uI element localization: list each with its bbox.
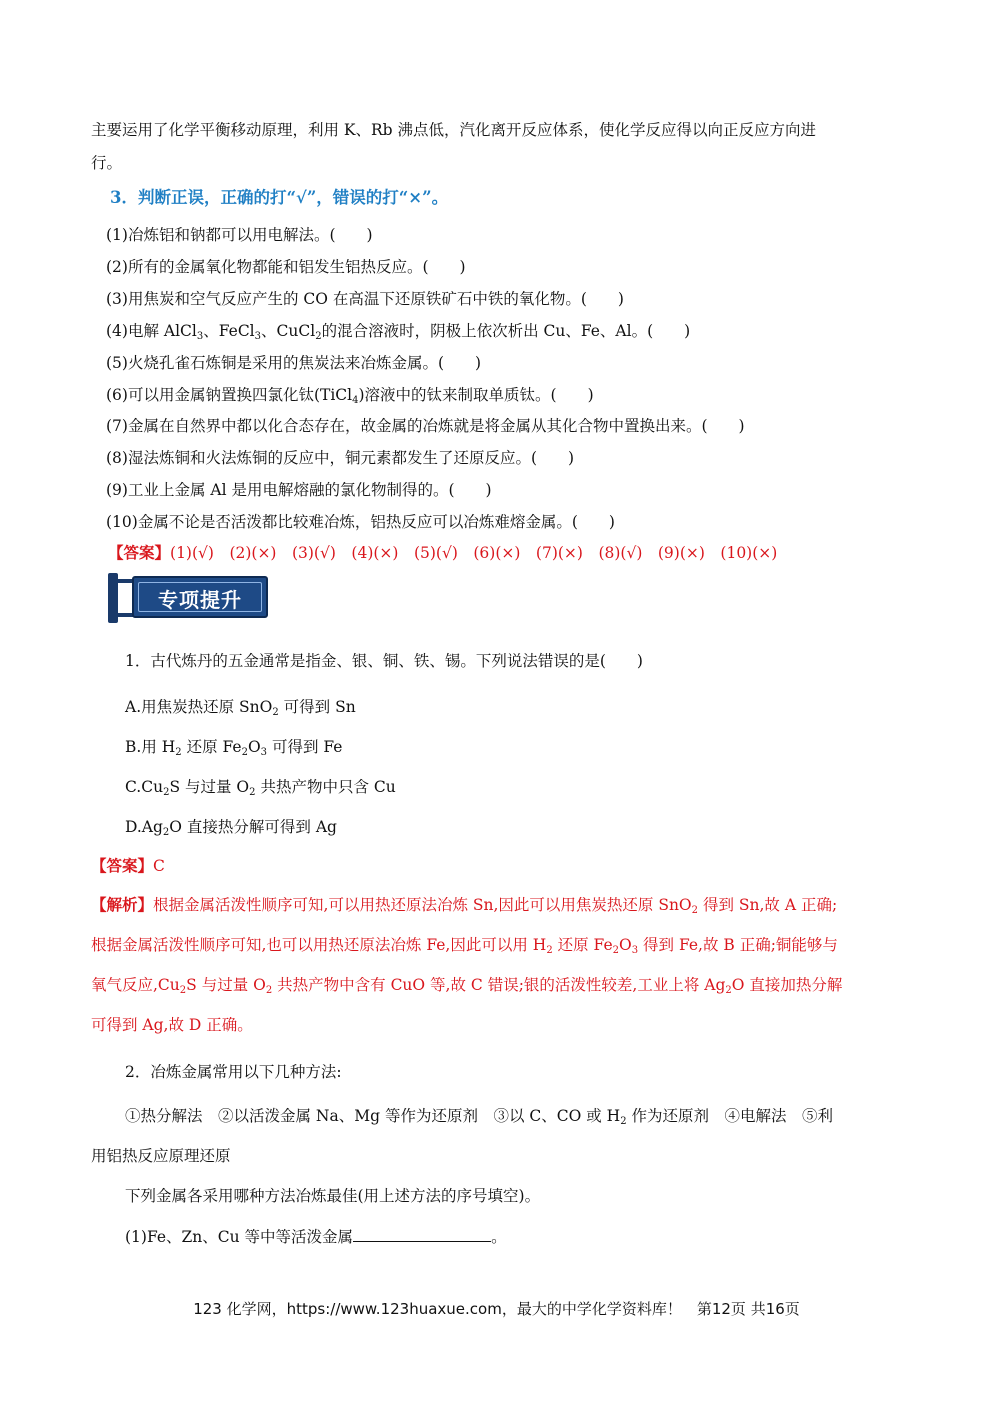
intro-line-2: 行。	[91, 154, 123, 172]
q1-option-a: A.用焦炭热还原 SnO$_2$ 可得到 Sn	[125, 698, 356, 718]
q1-analysis-line-3: 氧气反应$,Cu_2S$ 与过量 $O_2$ 共热产物中含有 CuO 等,故 C 错误;银的活泼性较差,工业上将 $Ag_2O$ 直接加热分解	[91, 976, 843, 996]
section3-heading: 3．判断正误，正确的打“√”，错误的打“×”。	[110, 188, 449, 207]
answer-label: 【答案】	[108, 543, 171, 562]
intro-line-1: 主要运用了化学平衡移动原理，利用 K、Rb 沸点低，汽化离开反应体系，使化学反应得以向正反应方向进	[91, 121, 817, 139]
q1-option-c: $C.Cu_2S$ 与过量 $O_2$ 共热产物中只含 Cu	[125, 778, 396, 798]
q1-answer: 【答案】C	[91, 856, 165, 875]
page-footer: 123 化学网，https://www.123huaxue.com，最大的中学化学资料库！ 第12页 共16页	[193, 1300, 800, 1318]
q1-analysis-line-4: 可得到 Ag,故 D 正确。	[91, 1016, 253, 1034]
tf-item-2: (2)所有的金属氧化物都能和铝发生铝热反应。( )	[106, 258, 466, 276]
q1-analysis-line-2: 根据金属活泼性顺序可知,也可以用热还原法冶炼 Fe,因此可以用 $H_2$ 还原 $Fe_2O_3$ 得到 Fe,故 B 正确;铜能够与	[91, 936, 838, 956]
tf-item-7: (7)金属在自然界中都以化合态存在，故金属的冶炼就是将金属从其化合物中置换出来。( )	[106, 417, 745, 435]
tf-item-3: (3)用焦炭和空气反应产生的 CO 在高温下还原铁矿石中铁的氧化物。( )	[106, 290, 624, 308]
tf-item-10: (10)金属不论是否活泼都比较难冶炼，铝热反应可以冶炼难熔金属。( )	[106, 513, 615, 531]
tf-item-5: (5)火烧孔雀石炼铜是采用的焦炭法来冶炼金属。( )	[106, 354, 482, 372]
tf-item-1: (1)冶炼铝和钠都可以用电解法。( )	[106, 226, 373, 244]
q1-analysis-line-1: 【解析】根据金属活泼性顺序可知,可以用热还原法冶炼 Sn,因此可以用焦炭热还原 SnO$_2$ 得到 Sn,故 A 正确;	[91, 895, 838, 916]
banner-box	[132, 576, 268, 618]
tf-item-9: (9)工业上金属 Al 是用电解熔融的氯化物制得的。( )	[106, 481, 492, 499]
q2-instruction: 下列金属各采用哪种方法冶炼最佳(用上述方法的序号填空)。	[125, 1187, 541, 1205]
section3-answer	[108, 543, 777, 563]
q1-stem: 1．古代炼丹的五金通常是指金、银、铜、铁、锡。下列说法错误的是( )	[125, 652, 643, 670]
banner-label: 专项提升	[158, 588, 242, 612]
q2-sub1: (1)Fe、Zn、Cu 等中等活泼金属 。	[125, 1228, 507, 1246]
tf-item-4: (4)电解 AlCl$_3$、FeCl$_3$、CuCl$_2$的混合溶液时，阴极上依次析出 Cu、Fe、Al。( )	[106, 322, 691, 342]
q1-option-b: B.用 $H_2$ 还原 $Fe_2O_3$ 可得到 Fe	[125, 738, 343, 758]
q1-option-d: $D.Ag_2O$ 直接热分解可得到 Ag	[125, 818, 337, 838]
answer-blank[interactable]	[353, 1227, 491, 1242]
q2-methods-line-1: ①热分解法 ②以活泼金属 Na、Mg 等作为还原剂 ③以 C、CO 或 $H_2$ 作为还原剂 ④电解法 ⑤利	[125, 1107, 833, 1127]
q2-stem: 2．冶炼金属常用以下几种方法:	[125, 1063, 342, 1081]
tf-item-6: (6)可以用金属钠置换四氯化钛(TiCl$_4$)溶液中的钛来制取单质钛。( )	[106, 386, 594, 406]
tf-item-8: (8)湿法炼铜和火法炼铜的反应中，铜元素都发生了还原反应。( )	[106, 449, 575, 467]
section-banner	[108, 573, 270, 623]
q2-methods-line-2: 用铝热反应原理还原	[91, 1147, 231, 1165]
answer-text: (1)(√) (2)(×) (3)(√) (4)(×) (5)(√) (6)(×) (7)(×) (8)(√) (9)(×) (10)(×)	[170, 544, 778, 562]
